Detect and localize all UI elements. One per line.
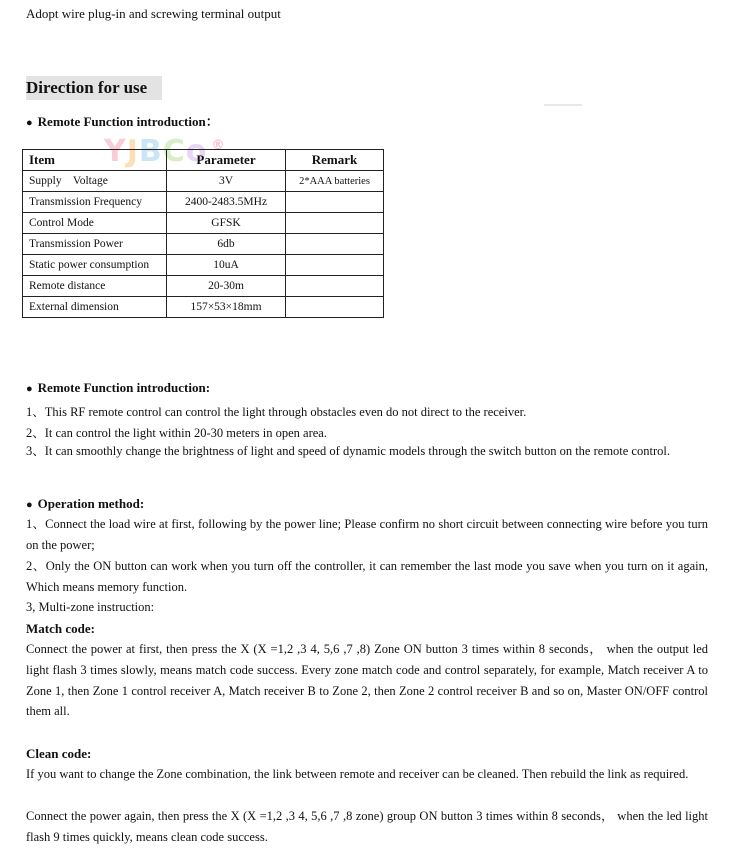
watermark-letter: J: [126, 134, 139, 169]
table-cell: Transmission Frequency: [23, 192, 167, 213]
match-code-text: Connect the power at first, then press the X (X =1,2 ,3 4, 5,6 ,7 ,8) Zone ON button 3 times within 8 seconds， when the output led light flash 3 times slowly, means match code success. Every zone match code and control separately, for example, Match receiver A to Zone 1, then Zone 1 control receiver A, Match receiver B to Zone 2, then Zone 2 control receiver B and so on, Master ON/OFF control them all.: [26, 642, 708, 719]
list-item: 3, Multi-zone instruction:: [26, 600, 155, 614]
table-cell: 2*AAA batteries: [286, 171, 384, 192]
table-cell: 157×53×18mm: [167, 297, 286, 318]
table-header-row: [23, 150, 384, 171]
table-heading: [26, 111, 219, 130]
table-cell: Transmission Power: [23, 234, 167, 255]
intro-line: Adopt wire plug-in and screwing terminal output: [26, 6, 281, 21]
spec-table: [22, 149, 384, 318]
table-cell: Control Mode: [23, 213, 167, 234]
watermark-letter: Y: [104, 134, 127, 169]
table-row: [23, 255, 384, 276]
table-cell: 2400-2483.5MHz: [167, 192, 286, 213]
table-heading-text: Remote Function introduction：: [37, 114, 219, 129]
operation-heading: [26, 496, 144, 512]
table-row: [23, 213, 384, 234]
bullet-icon: ●: [26, 383, 33, 395]
operation-heading-text: Operation method:: [37, 496, 145, 511]
table-header: Item: [23, 150, 167, 171]
table-cell: 3V: [167, 171, 286, 192]
table-cell: 20-30m: [167, 276, 286, 297]
list-item: 3、It can smoothly change the brightness of light and speed of dynamic models through the switch button on the remote control.: [26, 444, 670, 458]
remote-function-heading: [26, 380, 210, 396]
table-row: [23, 171, 384, 192]
clean-code-text: If you want to change the Zone combination, the link between remote and receiver can be cleaned. Then rebuild the link as required.: [26, 767, 689, 781]
list-item: 1、Connect the load wire at first, following by the power line; Please confirm no short circuit between connecting wire before you turn on the power;: [26, 517, 708, 552]
table-cell: Supply Voltage: [23, 171, 167, 192]
remote-function-heading-text: Remote Function introduction:: [37, 380, 211, 395]
table-cell: [286, 297, 384, 318]
table-cell: Static power consumption: [23, 255, 167, 276]
table-cell: GFSK: [167, 213, 286, 234]
watermark-letter: C: [162, 134, 186, 169]
clean-code-text: Connect the power again, then press the X (X =1,2 ,3 4, 5,6 ,7 ,8 zone) group ON button 3 times within 8 seconds， when the led light flash 9 times quickly, means clean code success.: [26, 809, 708, 844]
table-row: [23, 192, 384, 213]
table-cell: [286, 213, 384, 234]
list-item: 2、Only the ON button can work when you turn off the controller, it can remember the last mode you save when you turn on it again, Which means memory function.: [26, 559, 708, 594]
table-cell: External dimension: [23, 297, 167, 318]
registered-mark: ®: [211, 138, 226, 153]
match-code-heading: Match code:: [26, 621, 95, 636]
table-row: [23, 234, 384, 255]
watermark-letter: B: [138, 134, 163, 169]
table-header: Parameter: [167, 150, 286, 171]
list-item: 1、This RF remote control can control the light through obstacles even do not direct to the receiver.: [26, 405, 527, 419]
clean-code-heading: Clean code:: [26, 746, 92, 761]
table-cell: [286, 234, 384, 255]
table-row: [23, 297, 384, 318]
bullet-icon: ●: [26, 499, 33, 511]
table-cell: Remote distance: [23, 276, 167, 297]
table-cell: 10uA: [167, 255, 286, 276]
table-row: [23, 276, 384, 297]
section-title: Direction for use: [26, 76, 162, 100]
divider: [544, 104, 582, 106]
table-header: Remark: [286, 150, 384, 171]
list-item: 2、It can control the light within 20-30 meters in open area.: [26, 426, 327, 440]
table-cell: [286, 192, 384, 213]
table-cell: [286, 276, 384, 297]
watermark-letter: o: [185, 134, 208, 169]
table-cell: [286, 255, 384, 276]
bullet-icon: ●: [26, 117, 33, 129]
table-cell: 6db: [167, 234, 286, 255]
